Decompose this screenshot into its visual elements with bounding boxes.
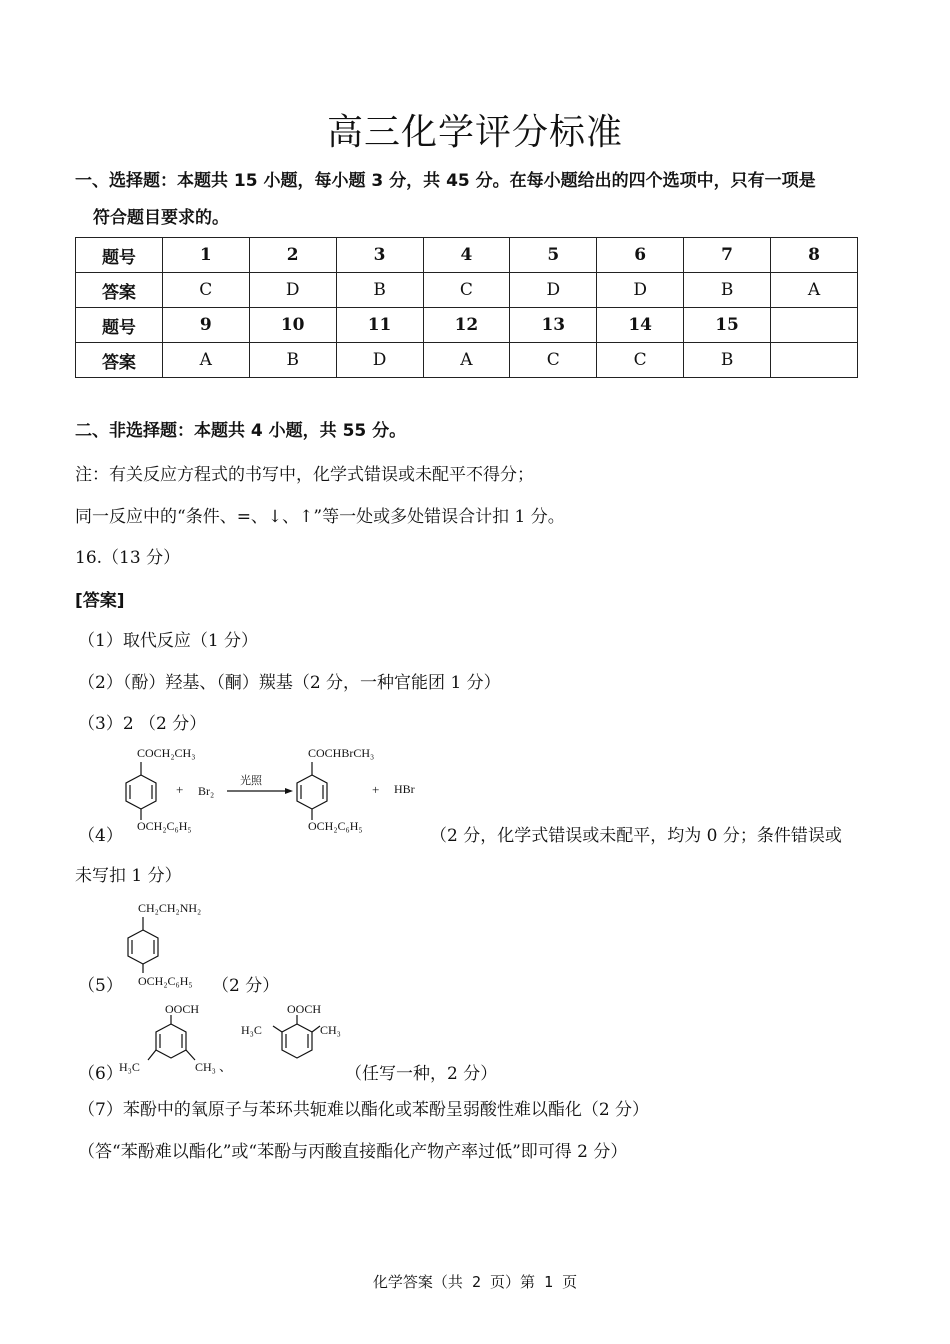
structure-6b-left-group: H₃C bbox=[241, 1023, 262, 1037]
question-16-heading: 16.（13 分） bbox=[75, 548, 181, 568]
table-cell: B bbox=[336, 273, 423, 308]
reaction-4-scheme bbox=[110, 738, 430, 838]
table-cell: D bbox=[249, 273, 336, 308]
table-cell: C bbox=[597, 343, 684, 378]
table-cell: C bbox=[510, 343, 597, 378]
answer-6-number: （6） bbox=[78, 1064, 123, 1084]
reaction-condition: 光照 bbox=[240, 775, 262, 787]
structure-5-bottom-group: OCH₂C₆H₅ bbox=[138, 974, 193, 988]
page-footer: 化学答案（共 2 页）第 1 页 bbox=[372, 1273, 578, 1291]
hbr-product: HBr bbox=[394, 782, 415, 796]
table-cell: 2 bbox=[249, 238, 336, 273]
answer-table bbox=[75, 237, 858, 378]
table-cell bbox=[771, 308, 858, 343]
table-cell: D bbox=[510, 273, 597, 308]
section1-line2: 符合题目要求的。 bbox=[93, 208, 229, 228]
answer-7: （7）苯酚中的氧原子与苯环共轭难以酯化或苯酚呈弱酸性难以酯化（2 分） bbox=[78, 1100, 650, 1120]
structure-6b-top-group: OOCH bbox=[287, 1002, 322, 1016]
table-row bbox=[76, 308, 858, 343]
table-cell: 5 bbox=[510, 238, 597, 273]
answer-label: [答案] bbox=[75, 591, 125, 611]
table-row bbox=[76, 238, 858, 273]
benzene-ring-icon bbox=[126, 762, 156, 820]
table-cell: D bbox=[597, 273, 684, 308]
section2-heading: 二、非选择题：本题共 4 小题，共 55 分。 bbox=[75, 421, 407, 441]
table-header-cell: 答案 bbox=[76, 343, 163, 378]
product-top-group: COCHBrCH₃ bbox=[308, 746, 375, 760]
structure-6a-left-group: H₃C bbox=[119, 1060, 140, 1074]
table-cell: 7 bbox=[684, 238, 771, 273]
table-cell: 9 bbox=[162, 308, 249, 343]
table-row bbox=[76, 273, 858, 308]
answer-4-note: （2 分，化学式错误或未配平，均为 0 分；条件错误或 bbox=[430, 826, 842, 846]
benzene-ring-icon bbox=[148, 1015, 195, 1060]
table-header-cell: 题号 bbox=[76, 238, 163, 273]
table-cell bbox=[771, 343, 858, 378]
table-cell: 15 bbox=[684, 308, 771, 343]
table-cell: C bbox=[423, 273, 510, 308]
benzene-ring-icon bbox=[297, 762, 327, 820]
answer-1: （1）取代反应（1 分） bbox=[78, 631, 259, 651]
answer-7-note: （答“苯酚难以酯化”或“苯酚与丙酸直接酯化产物产率过低”即可得 2 分） bbox=[78, 1142, 628, 1162]
table-cell: B bbox=[684, 343, 771, 378]
table-cell: B bbox=[684, 273, 771, 308]
answer-2: （2）（酚）羟基、（酮）羰基（2 分，一种官能团 1 分） bbox=[78, 673, 501, 693]
answer-3: （3）2 （2 分） bbox=[78, 714, 207, 734]
reactant-bottom-group: OCH₂C₆H₅ bbox=[137, 819, 192, 833]
answer-5-number: （5） bbox=[78, 976, 123, 996]
structure-6a-top-group: OOCH bbox=[165, 1002, 200, 1016]
table-cell: C bbox=[162, 273, 249, 308]
table-cell: 4 bbox=[423, 238, 510, 273]
table-cell: 12 bbox=[423, 308, 510, 343]
table-cell: 10 bbox=[249, 308, 336, 343]
answer-6-score: （任写一种，2 分） bbox=[345, 1064, 498, 1084]
benzene-ring-icon bbox=[273, 1015, 320, 1058]
answer-4-number: （4） bbox=[78, 826, 123, 846]
reaction-arrow-icon bbox=[227, 788, 293, 794]
structure-separator: 、 bbox=[219, 1059, 233, 1074]
structure-6a-right-group: CH₃ bbox=[195, 1060, 216, 1074]
benzene-ring-icon bbox=[128, 917, 158, 973]
table-cell: 8 bbox=[771, 238, 858, 273]
product-bottom-group: OCH₂C₆H₅ bbox=[308, 819, 363, 833]
table-cell: D bbox=[336, 343, 423, 378]
structures-6 bbox=[115, 1000, 350, 1080]
page-title: 高三化学评分标准 bbox=[326, 112, 623, 153]
table-cell: A bbox=[771, 273, 858, 308]
section1-line1: 一、选择题：本题共 15 小题，每小题 3 分，共 45 分。在每小题给出的四个选项中，只有一项是 bbox=[75, 171, 816, 191]
structure-5-top-group: CH₂CH₂NH₂ bbox=[138, 901, 202, 915]
table-header-cell: 答案 bbox=[76, 273, 163, 308]
table-cell: 3 bbox=[336, 238, 423, 273]
bromine-reagent: Br₂ bbox=[198, 784, 215, 798]
table-header-cell: 题号 bbox=[76, 308, 163, 343]
table-cell: B bbox=[249, 343, 336, 378]
table-cell: 13 bbox=[510, 308, 597, 343]
answer-4-note-continued: 未写扣 1 分） bbox=[75, 866, 182, 886]
table-cell: A bbox=[423, 343, 510, 378]
answer-5-score: （2 分） bbox=[212, 976, 280, 996]
table-cell: 6 bbox=[597, 238, 684, 273]
table-row bbox=[76, 343, 858, 378]
note-line-2: 同一反应中的“条件、=、↓、↑”等一处或多处错误合计扣 1 分。 bbox=[75, 507, 565, 527]
note-line-1: 注：有关反应方程式的书写中，化学式错误或未配平不得分； bbox=[75, 465, 534, 485]
plus-sign: + bbox=[176, 782, 184, 797]
reactant-top-group: COCH₂CH₃ bbox=[137, 746, 196, 760]
table-cell: 11 bbox=[336, 308, 423, 343]
table-cell: 1 bbox=[162, 238, 249, 273]
table-cell: 14 bbox=[597, 308, 684, 343]
table-cell: A bbox=[162, 343, 249, 378]
structure-6b-right-group: CH₃ bbox=[320, 1023, 341, 1037]
plus-sign: + bbox=[372, 782, 380, 797]
